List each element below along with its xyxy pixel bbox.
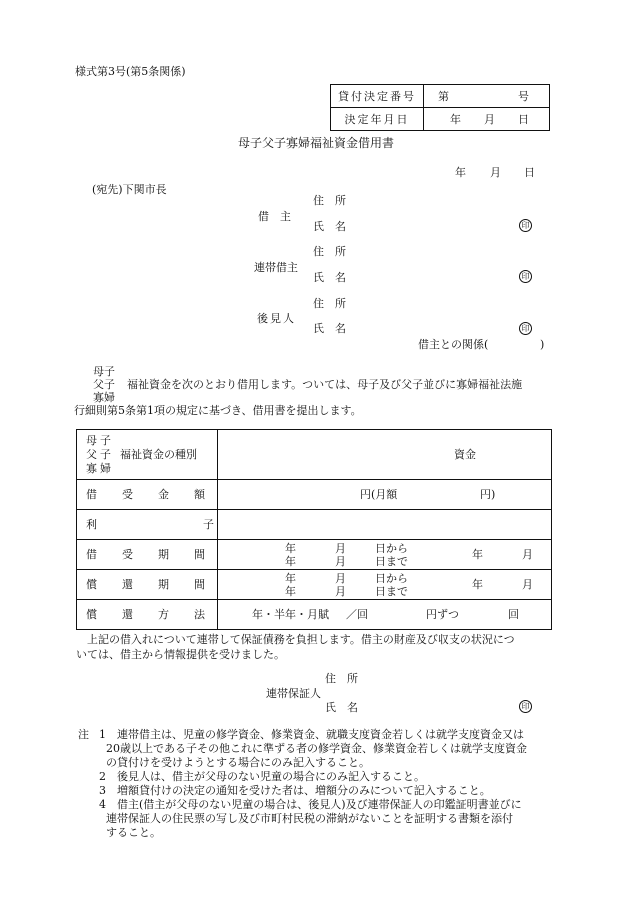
joint-borrower-name-label: 氏 名 <box>313 271 346 284</box>
repayment-period-label: 償還期間 <box>77 570 218 600</box>
joint-borrower-label: 連帯借主 <box>254 261 298 274</box>
date-day: 日 <box>524 166 535 179</box>
loan-amount-value[interactable]: 円(月額 円) <box>218 480 552 510</box>
body-stack-1: 母子 <box>93 365 115 378</box>
decision-number-label: 貸付決定番号 <box>331 85 424 108</box>
note-1c: の貸付けを受けようとする場合にのみ記入すること。 <box>106 756 370 769</box>
loan-period-value[interactable]: 年 月 日から 年 月 日まで 年 月 <box>218 540 552 570</box>
guardian-seal-icon: 印 <box>519 322 532 335</box>
notes-head: 注 <box>78 728 89 741</box>
guarantee-line-2: いては、借主から情報提供を受けました。 <box>76 648 285 661</box>
repayment-method-value[interactable]: 年・半年・月賦 ／回 円ずつ 回 <box>218 600 552 630</box>
guardian-address-label: 住 所 <box>313 297 346 310</box>
guarantor-seal-icon: 印 <box>519 700 532 713</box>
loan-period-label: 借受期間 <box>77 540 218 570</box>
loan-details-table <box>76 429 552 630</box>
joint-borrower-address-label: 住 所 <box>313 245 346 258</box>
guarantor-label: 連帯保証人 <box>266 687 321 700</box>
note-2: 2 後見人は、借主が父母のない児童の場合にのみ記入すること。 <box>99 770 425 783</box>
form-number: 様式第3号(第5条関係) <box>75 65 186 78</box>
body-line-1: 福祉資金を次のとおり借用します。ついては、母子及び父子並びに寡婦福祉法施 <box>127 378 523 391</box>
loan-amount-label: 借受金額 <box>77 480 218 510</box>
borrower-seal-icon: 印 <box>519 219 532 232</box>
fund-type-value[interactable]: 資金 <box>218 430 552 480</box>
addressee: (宛先)下関市長 <box>92 183 167 196</box>
borrower-label: 借 主 <box>258 210 291 223</box>
date-month: 月 <box>490 166 501 179</box>
decision-table <box>330 84 550 131</box>
guarantor-address-label: 住 所 <box>325 672 358 685</box>
guardian-relation-label: 借主との関係( <box>418 338 489 351</box>
body-stack-2: 父子 <box>93 378 115 391</box>
guarantee-line-1: 上記の借入れについて連帯して保証債務を負担します。借主の財産及び収支の状況につ <box>87 633 515 646</box>
guardian-label: 後見人 <box>257 312 296 325</box>
decision-date-label: 決定年月日 <box>331 108 424 131</box>
note-4c: すること。 <box>106 826 161 839</box>
body-line-2: 行細則第5条第1項の規定に基づき、借用書を提出します。 <box>74 404 362 417</box>
date-year: 年 <box>455 166 466 179</box>
note-1: 1 連帯借主は、児童の修学資金、修業資金、就職支度資金若しくは就学支度資金又は <box>99 728 524 741</box>
note-4: 4 借主(借主が父母のない児童の場合は、後見人)及び連帯保証人の印鑑証明書並びに <box>99 798 522 811</box>
note-3: 3 増額貸付けの決定の通知を受けた者は、増額分のみについて記入すること。 <box>99 784 491 797</box>
borrower-address-label: 住 所 <box>313 194 346 207</box>
note-1b: 20歳以上である子その他これに準ずる者の修学資金、修業資金若しくは就学支度資金 <box>106 742 527 755</box>
decision-number-field[interactable]: 第 号 <box>424 85 550 108</box>
note-4b: 連帯保証人の住民票の写し及び市町村民税の滞納がないことを証明する書類を添付 <box>106 812 513 825</box>
guardian-name-label: 氏 名 <box>313 322 346 335</box>
repayment-method-label: 償還方法 <box>77 600 218 630</box>
interest-label: 利子 <box>77 510 218 540</box>
guarantor-name-label: 氏 名 <box>325 701 358 714</box>
joint-borrower-seal-icon: 印 <box>519 270 532 283</box>
body-stack-3: 寡婦 <box>93 391 115 404</box>
decision-date-field[interactable]: 年 月 日 <box>424 108 550 131</box>
guardian-relation-close: ) <box>540 338 545 351</box>
page-title: 母子父子寡婦福祉資金借用書 <box>238 136 395 150</box>
borrower-name-label: 氏 名 <box>313 220 346 233</box>
repayment-period-value[interactable]: 年 月 日から 年 月 日まで 年 月 <box>218 570 552 600</box>
fund-type-header: 母子 父子 寡婦 福祉資金の種別 <box>77 430 218 480</box>
